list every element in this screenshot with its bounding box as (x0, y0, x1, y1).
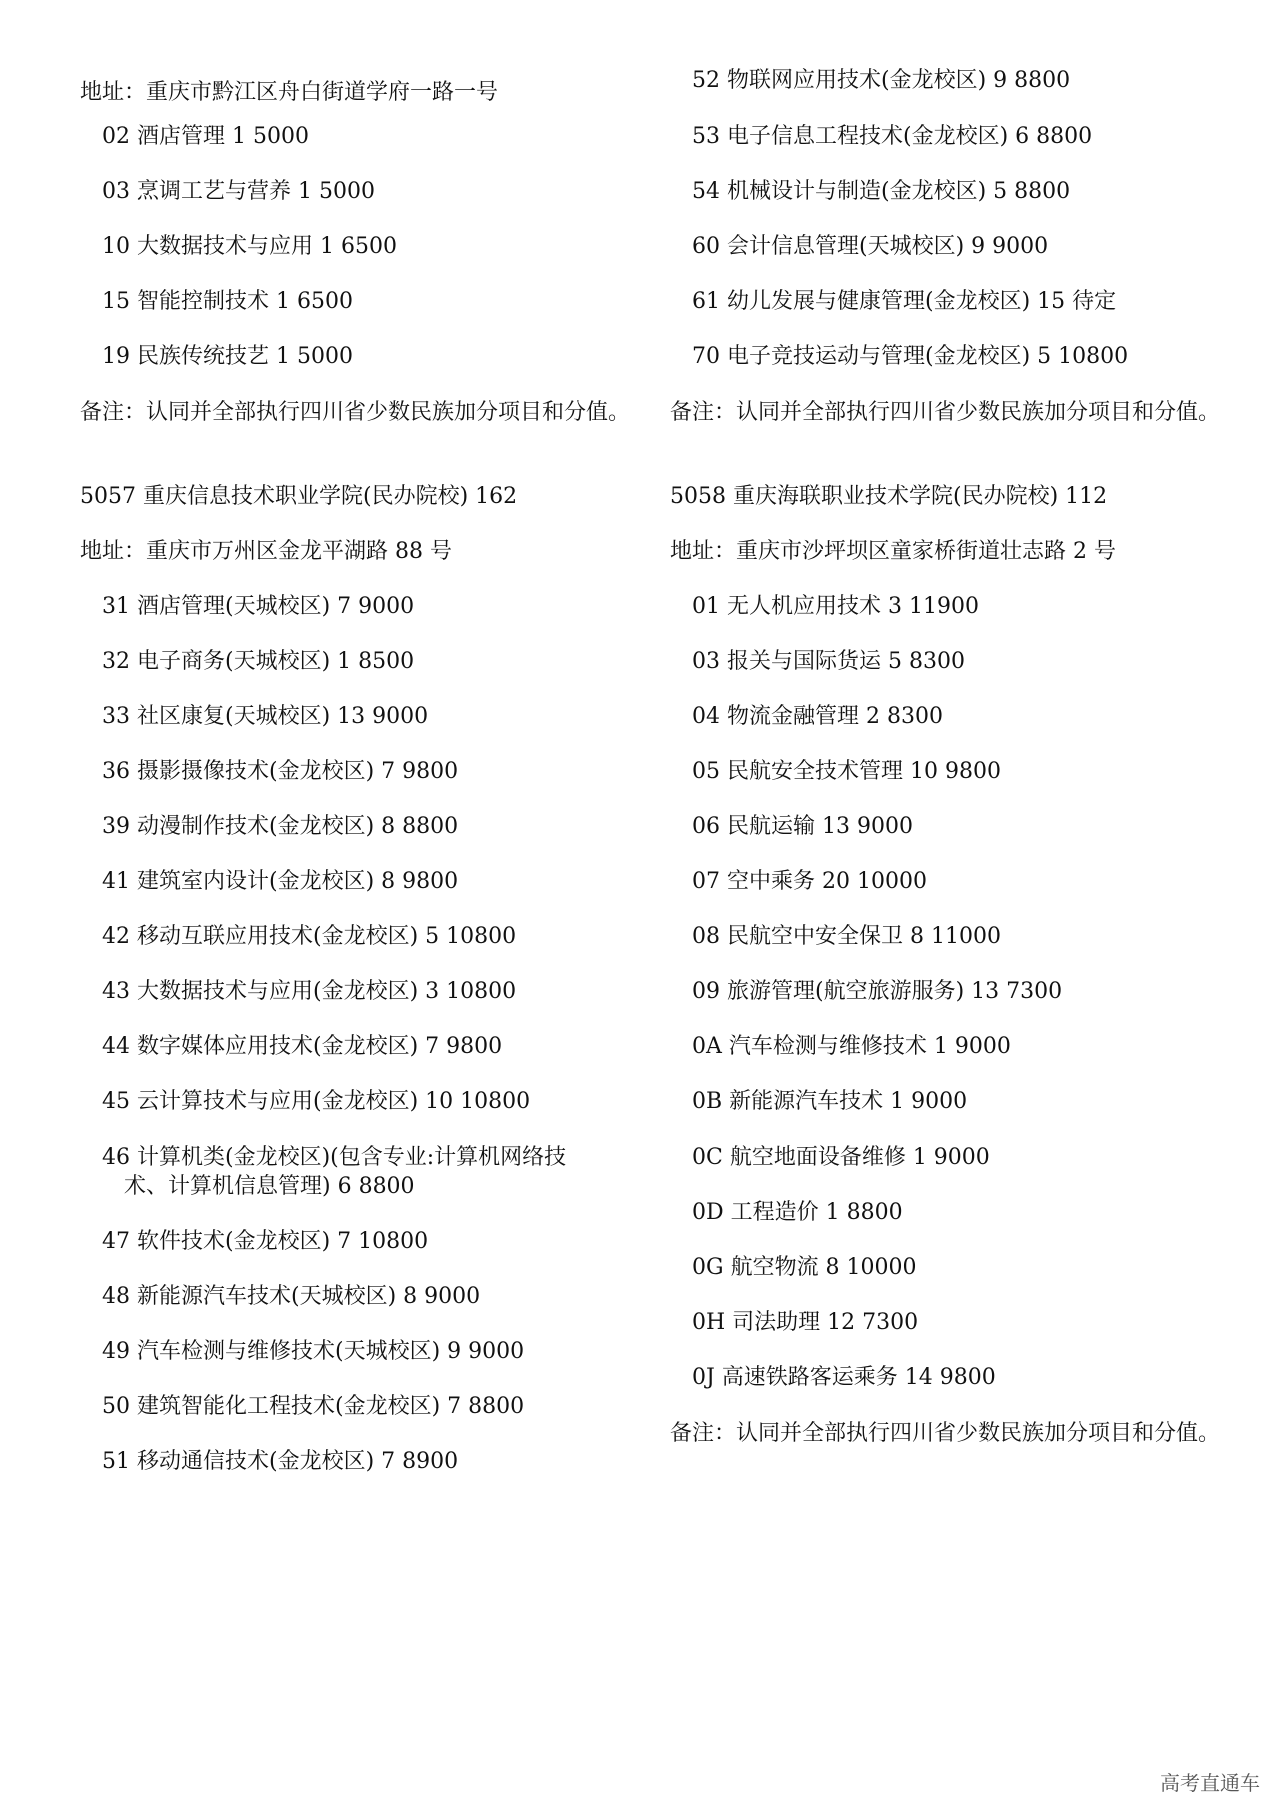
watermark-text: 高考直通车 (1160, 1771, 1260, 1795)
list-item: 41 建筑室内设计(金龙校区) 8 9800 (102, 869, 459, 894)
address-line: 地址：重庆市沙坪坝区童家桥街道壮志路 2 号 (670, 539, 1116, 564)
list-item: 06 民航运输 13 9000 (692, 814, 913, 839)
list-item: 44 数字媒体应用技术(金龙校区) 7 9800 (102, 1034, 503, 1059)
list-item: 02 酒店管理 1 5000 (102, 124, 309, 149)
list-item: 53 电子信息工程技术(金龙校区) 6 8800 (692, 124, 1093, 149)
list-item: 33 社区康复(天城校区) 13 9000 (102, 704, 429, 729)
list-item: 0C 航空地面设备维修 1 9000 (692, 1145, 990, 1170)
list-item: 0D 工程造价 1 8800 (692, 1200, 903, 1225)
list-item: 19 民族传统技艺 1 5000 (102, 344, 353, 369)
list-item: 60 会计信息管理(天城校区) 9 9000 (692, 234, 1049, 259)
list-item: 0H 司法助理 12 7300 (692, 1310, 919, 1335)
list-item: 03 报关与国际货运 5 8300 (692, 649, 965, 674)
school-header: 5058 重庆海联职业技术学院(民办院校) 112 (670, 484, 1108, 509)
list-item: 15 智能控制技术 1 6500 (102, 289, 353, 314)
list-item: 10 大数据技术与应用 1 6500 (102, 234, 397, 259)
address-line: 地址：重庆市万州区金龙平湖路 88 号 (80, 539, 452, 564)
note-text: 备注：认同并全部执行四川省少数民族加分项目和分值。 (80, 400, 631, 425)
list-item: 61 幼儿发展与健康管理(金龙校区) 15 待定 (692, 289, 1117, 314)
list-item: 43 大数据技术与应用(金龙校区) 3 10800 (102, 979, 517, 1004)
list-item: 42 移动互联应用技术(金龙校区) 5 10800 (102, 924, 517, 949)
list-item: 49 汽车检测与维修技术(天城校区) 9 9000 (102, 1339, 525, 1364)
list-item: 51 移动通信技术(金龙校区) 7 8900 (102, 1449, 459, 1474)
list-item: 09 旅游管理(航空旅游服务) 13 7300 (692, 979, 1063, 1004)
note-text: 备注：认同并全部执行四川省少数民族加分项目和分值。 (670, 400, 1221, 425)
school-header: 5057 重庆信息技术职业学院(民办院校) 162 (80, 484, 518, 509)
list-item: 01 无人机应用技术 3 11900 (692, 594, 979, 619)
list-item-continuation: 术、计算机信息管理) 6 8800 (124, 1174, 415, 1199)
list-item: 03 烹调工艺与营养 1 5000 (102, 179, 375, 204)
note-text: 备注：认同并全部执行四川省少数民族加分项目和分值。 (670, 1421, 1221, 1446)
list-item: 04 物流金融管理 2 8300 (692, 704, 943, 729)
list-item: 45 云计算技术与应用(金龙校区) 10 10800 (102, 1089, 531, 1114)
list-item: 70 电子竞技运动与管理(金龙校区) 5 10800 (692, 344, 1129, 369)
list-item: 05 民航安全技术管理 10 9800 (692, 759, 1001, 784)
list-item: 47 软件技术(金龙校区) 7 10800 (102, 1229, 429, 1254)
list-item: 0B 新能源汽车技术 1 9000 (692, 1089, 968, 1114)
list-item: 39 动漫制作技术(金龙校区) 8 8800 (102, 814, 459, 839)
list-item: 0A 汽车检测与维修技术 1 9000 (692, 1034, 1011, 1059)
list-item: 08 民航空中安全保卫 8 11000 (692, 924, 1001, 949)
list-item: 32 电子商务(天城校区) 1 8500 (102, 649, 415, 674)
list-item: 36 摄影摄像技术(金龙校区) 7 9800 (102, 759, 459, 784)
list-item: 31 酒店管理(天城校区) 7 9000 (102, 594, 415, 619)
list-item: 52 物联网应用技术(金龙校区) 9 8800 (692, 68, 1071, 93)
list-item: 54 机械设计与制造(金龙校区) 5 8800 (692, 179, 1071, 204)
list-item: 0G 航空物流 8 10000 (692, 1255, 917, 1280)
address-line: 地址：重庆市黔江区舟白街道学府一路一号 (80, 80, 499, 105)
list-item: 46 计算机类(金龙校区)(包含专业:计算机网络技 (102, 1145, 567, 1170)
list-item: 48 新能源汽车技术(天城校区) 8 9000 (102, 1284, 481, 1309)
list-item: 0J 高速铁路客运乘务 14 9800 (692, 1365, 996, 1390)
list-item: 50 建筑智能化工程技术(金龙校区) 7 8800 (102, 1394, 525, 1419)
list-item: 07 空中乘务 20 10000 (692, 869, 927, 894)
